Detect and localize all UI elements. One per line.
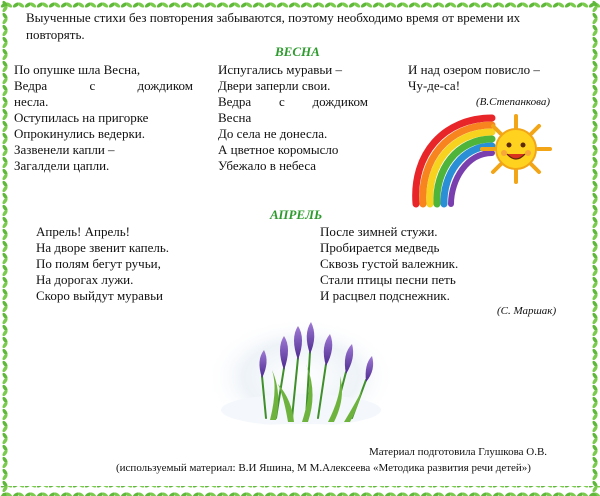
poem-line: Стали птицы песни петь xyxy=(320,272,456,287)
poem-line: А цветное коромысло xyxy=(218,142,339,157)
sun-icon xyxy=(482,116,550,182)
poem-line: Двери заперли свои. xyxy=(218,78,331,93)
poem-line: Пробирается медведь xyxy=(320,240,440,255)
poem-line: До села не донесла. xyxy=(218,126,328,141)
poem-title-aprel: АПРЕЛЬ xyxy=(270,207,323,222)
poem-line: несла. xyxy=(14,94,49,109)
poem-line: Весна xyxy=(218,110,252,125)
poem-line: Убежало в небеса xyxy=(218,158,317,173)
poem-title-vesna: ВЕСНА xyxy=(275,44,320,59)
poem-line: По полям бегут ручьи, xyxy=(36,256,161,271)
intro-line-2: повторять. xyxy=(26,27,85,42)
poem-line: Загалдели цапли. xyxy=(14,158,110,173)
poem-line: Апрель! Апрель! xyxy=(36,224,130,239)
poem-line: На дворе звенит капель. xyxy=(36,240,170,255)
footer-prepared-by: Материал подготовила Глушкова О.В. xyxy=(369,446,548,458)
poem-line: Сквозь густой валежник. xyxy=(320,256,459,271)
poem-line: Чу-де-са! xyxy=(408,78,461,93)
poem-line: По опушке шла Весна, xyxy=(14,62,141,77)
poem-line: Опрокинулись ведерки. xyxy=(14,126,145,141)
poem-line: Испугались муравьи – xyxy=(218,62,342,77)
poem-line: Ведра с дождиком xyxy=(14,78,193,93)
poem-line: Зазвенели капли – xyxy=(14,142,115,157)
poem-line: Скоро выйдут муравьи xyxy=(36,288,163,303)
poem2-author: (С. Маршак) xyxy=(497,305,557,317)
intro-line-1: Выученные стихи без повторения забываются, поэтому необходимо время от времени их xyxy=(26,10,521,25)
poem-line: Оступилась на пригорке xyxy=(14,110,149,125)
rainbow-sun-illustration xyxy=(404,104,554,208)
poem-line: И расцвел подснежник. xyxy=(320,288,450,303)
poem-line: И над озером повисло – xyxy=(408,62,540,77)
poem-line: После зимней стужи. xyxy=(320,224,438,239)
poem-line: На дорогах лужи. xyxy=(36,272,134,287)
crocus-flowers-illustration xyxy=(206,318,396,436)
footer-source: (используемый материал: В.И Яшина, М М.Алексеева «Методика развития речи детей») xyxy=(116,462,531,474)
poem-line: Ведра с дождиком xyxy=(218,94,368,109)
poem1-author: (В.Степанкова) xyxy=(476,96,550,108)
